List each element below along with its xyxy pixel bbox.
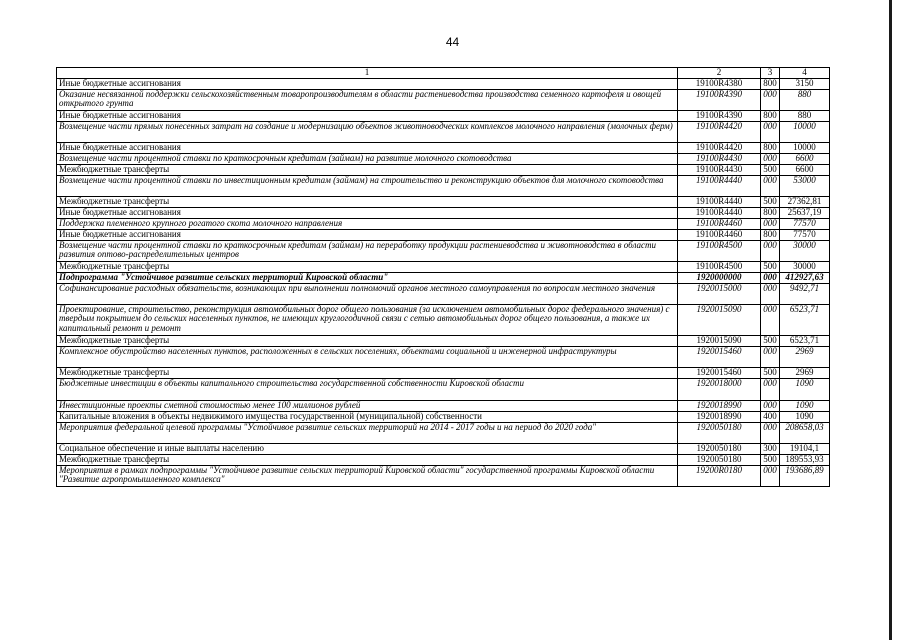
row-amount: 880: [780, 89, 830, 110]
row-code: 19200R0180: [678, 465, 761, 486]
row-name: Межбюджетные трансферты: [57, 335, 678, 346]
row-amount: 1090: [780, 400, 830, 411]
row-type: 000: [761, 175, 780, 196]
row-name: Возмещение части прямых понесенных затрат на создание и модернизацию объектов животноводческих комплексов молочного направления (молочных ферм): [57, 121, 678, 142]
row-type: 000: [761, 121, 780, 142]
table-row: [57, 153, 830, 164]
row-amount: 30000: [780, 240, 830, 261]
row-amount: 53000: [780, 175, 830, 196]
table-row: [57, 400, 830, 411]
header-col-1: 1: [57, 68, 678, 79]
table-row: [57, 443, 830, 454]
row-type: 000: [761, 378, 780, 400]
row-amount: 208658,03: [780, 422, 830, 443]
row-name: Иные бюджетные ассигнования: [57, 78, 678, 89]
row-name: Проектирование, строительство, реконструкция автомобильных дорог общего пользования (за исключением автомобильных дорог федерального значения) с твердым покрытием до сельских населенных пунктов, не имеющих круглогодичной связи с сетью автомобильных дорог общего пользования, а также их капитальный ремонт и ремонт: [57, 304, 678, 335]
row-code: 1920018000: [678, 378, 761, 400]
row-amount: 9492,71: [780, 283, 830, 304]
row-amount: 6523,71: [780, 304, 830, 335]
table-row: [57, 272, 830, 283]
row-code: 1920050180: [678, 454, 761, 465]
row-code: 19100R4430: [678, 164, 761, 175]
table-row: [57, 164, 830, 175]
row-type: 800: [761, 229, 780, 240]
row-type: 000: [761, 304, 780, 335]
row-amount: 6600: [780, 153, 830, 164]
row-code: 1920015460: [678, 346, 761, 367]
row-type: 000: [761, 422, 780, 443]
row-amount: 1090: [780, 411, 830, 422]
table-row: [57, 335, 830, 346]
row-code: 19100R4500: [678, 240, 761, 261]
table-row: [57, 175, 830, 196]
row-amount: 30000: [780, 261, 830, 272]
row-type: 800: [761, 78, 780, 89]
row-type: 000: [761, 89, 780, 110]
row-code: 1920050180: [678, 443, 761, 454]
row-code: 19100R4460: [678, 218, 761, 229]
row-name: Капитальные вложения в объекты недвижимого имущества государственной (муниципальной) собственности: [57, 411, 678, 422]
row-code: 19100R4390: [678, 89, 761, 110]
row-code: 1920015000: [678, 283, 761, 304]
row-name: Комплексное обустройство населенных пунктов, расположенных в сельских поселениях, объектами социальной и инженерной инфраструктуры: [57, 346, 678, 367]
row-name: Оказание несвязанной поддержки сельскохозяйственным товаропроизводителям в области растениеводства производства семенного картофеля и овощей открытого грунта: [57, 89, 678, 110]
table-row: [57, 465, 830, 486]
row-name: Социальное обеспечение и иные выплаты населению: [57, 443, 678, 454]
table-row: [57, 367, 830, 378]
row-amount: 3150: [780, 78, 830, 89]
row-code: 1920000000: [678, 272, 761, 283]
row-type: 000: [761, 218, 780, 229]
row-name: Бюджетные инвестиции в объекты капитального строительства государственной собственности Кировской области: [57, 378, 678, 400]
row-name: Иные бюджетные ассигнования: [57, 207, 678, 218]
row-amount: 10000: [780, 142, 830, 153]
row-name: Возмещение части процентной ставки по инвестиционным кредитам (займам) на строительство и реконструкцию объектов для молочного скотоводства: [57, 175, 678, 196]
row-type: 500: [761, 335, 780, 346]
row-name: Межбюджетные трансферты: [57, 164, 678, 175]
row-type: 800: [761, 110, 780, 121]
row-amount: 2969: [780, 367, 830, 378]
row-name: Мероприятия в рамках подпрограммы "Устойчивое развитие сельских территорий Кировской области" государственной программы Кировской области "Развитие агропромышленного комплекса": [57, 465, 678, 486]
row-name: Межбюджетные трансферты: [57, 261, 678, 272]
header-col-3: 3: [761, 68, 780, 79]
row-name: Инвестиционные проекты сметной стоимостью менее 100 миллионов рублей: [57, 400, 678, 411]
row-type: 000: [761, 400, 780, 411]
row-amount: 6600: [780, 164, 830, 175]
table-row: [57, 196, 830, 207]
row-code: 19100R4440: [678, 207, 761, 218]
row-name: Возмещение части процентной ставки по краткосрочным кредитам (займам) на переработку продукции растениеводства и животноводства в области развития оптово-распределительных центров: [57, 240, 678, 261]
row-amount: 2969: [780, 346, 830, 367]
table-row: [57, 378, 830, 400]
row-code: 1920018990: [678, 400, 761, 411]
row-type: 500: [761, 367, 780, 378]
table-row: [57, 261, 830, 272]
header-col-4: 4: [780, 68, 830, 79]
row-type: 000: [761, 465, 780, 486]
table-row: [57, 229, 830, 240]
row-code: 19100R4440: [678, 196, 761, 207]
row-type: 300: [761, 443, 780, 454]
row-code: 19100R4500: [678, 261, 761, 272]
row-name: Поддержка племенного крупного рогатого скота молочного направления: [57, 218, 678, 229]
row-amount: 880: [780, 110, 830, 121]
scan-edge: [889, 0, 892, 640]
table-row: [57, 89, 830, 110]
row-type: 000: [761, 272, 780, 283]
row-amount: 6523,71: [780, 335, 830, 346]
row-name: Иные бюджетные ассигнования: [57, 229, 678, 240]
row-amount: 19104,1: [780, 443, 830, 454]
page-number: 44: [445, 35, 460, 49]
table-row: [57, 411, 830, 422]
row-code: 19100R4420: [678, 121, 761, 142]
row-name: Софинансирование расходных обязательств, возникающих при выполнении полномочий органов местного самоуправления по вопросам местного значения: [57, 283, 678, 304]
row-amount: 189553,93: [780, 454, 830, 465]
row-type: 500: [761, 196, 780, 207]
table-header-row: [57, 68, 830, 79]
row-type: 000: [761, 153, 780, 164]
row-amount: 1090: [780, 378, 830, 400]
row-name: Межбюджетные трансферты: [57, 367, 678, 378]
row-type: 400: [761, 411, 780, 422]
table-row: [57, 304, 830, 335]
row-type: 000: [761, 240, 780, 261]
table-row: [57, 121, 830, 142]
row-type: 800: [761, 142, 780, 153]
header-col-2: 2: [678, 68, 761, 79]
row-type: 000: [761, 283, 780, 304]
budget-table: [56, 67, 830, 487]
table-row: [57, 78, 830, 89]
table-row: [57, 283, 830, 304]
row-code: 19100R4440: [678, 175, 761, 196]
table-row: [57, 110, 830, 121]
row-amount: 193686,89: [780, 465, 830, 486]
row-amount: 77570: [780, 218, 830, 229]
table-row: [57, 454, 830, 465]
row-code: 1920015460: [678, 367, 761, 378]
row-type: 000: [761, 346, 780, 367]
table-row: [57, 142, 830, 153]
table-row: [57, 240, 830, 261]
row-code: 19100R4430: [678, 153, 761, 164]
row-name: Возмещение части процентной ставки по краткосрочным кредитам (займам) на развитие молочного скотоводства: [57, 153, 678, 164]
row-code: 1920015090: [678, 335, 761, 346]
row-name: Иные бюджетные ассигнования: [57, 142, 678, 153]
row-code: 1920050180: [678, 422, 761, 443]
row-name: Межбюджетные трансферты: [57, 196, 678, 207]
row-type: 500: [761, 164, 780, 175]
table-row: [57, 346, 830, 367]
row-type: 500: [761, 454, 780, 465]
row-amount: 77570: [780, 229, 830, 240]
row-name: Подпрограмма "Устойчивое развитие сельских территорий Кировской области": [57, 272, 678, 283]
row-amount: 10000: [780, 121, 830, 142]
row-amount: 25637,19: [780, 207, 830, 218]
row-code: 19100R4390: [678, 110, 761, 121]
row-code: 1920015090: [678, 304, 761, 335]
row-name: Мероприятия федеральной целевой программы "Устойчивое развитие сельских территорий на 2014 - 2017 годы и на период до 2020 года": [57, 422, 678, 443]
table-row: [57, 207, 830, 218]
row-code: 1920018990: [678, 411, 761, 422]
row-amount: 27362,81: [780, 196, 830, 207]
table-row: [57, 218, 830, 229]
row-name: Межбюджетные трансферты: [57, 454, 678, 465]
row-amount: 412927,63: [780, 272, 830, 283]
row-type: 800: [761, 207, 780, 218]
row-type: 500: [761, 261, 780, 272]
row-code: 19100R4460: [678, 229, 761, 240]
row-name: Иные бюджетные ассигнования: [57, 110, 678, 121]
table-row: [57, 422, 830, 443]
row-code: 19100R4420: [678, 142, 761, 153]
row-code: 19100R4380: [678, 78, 761, 89]
